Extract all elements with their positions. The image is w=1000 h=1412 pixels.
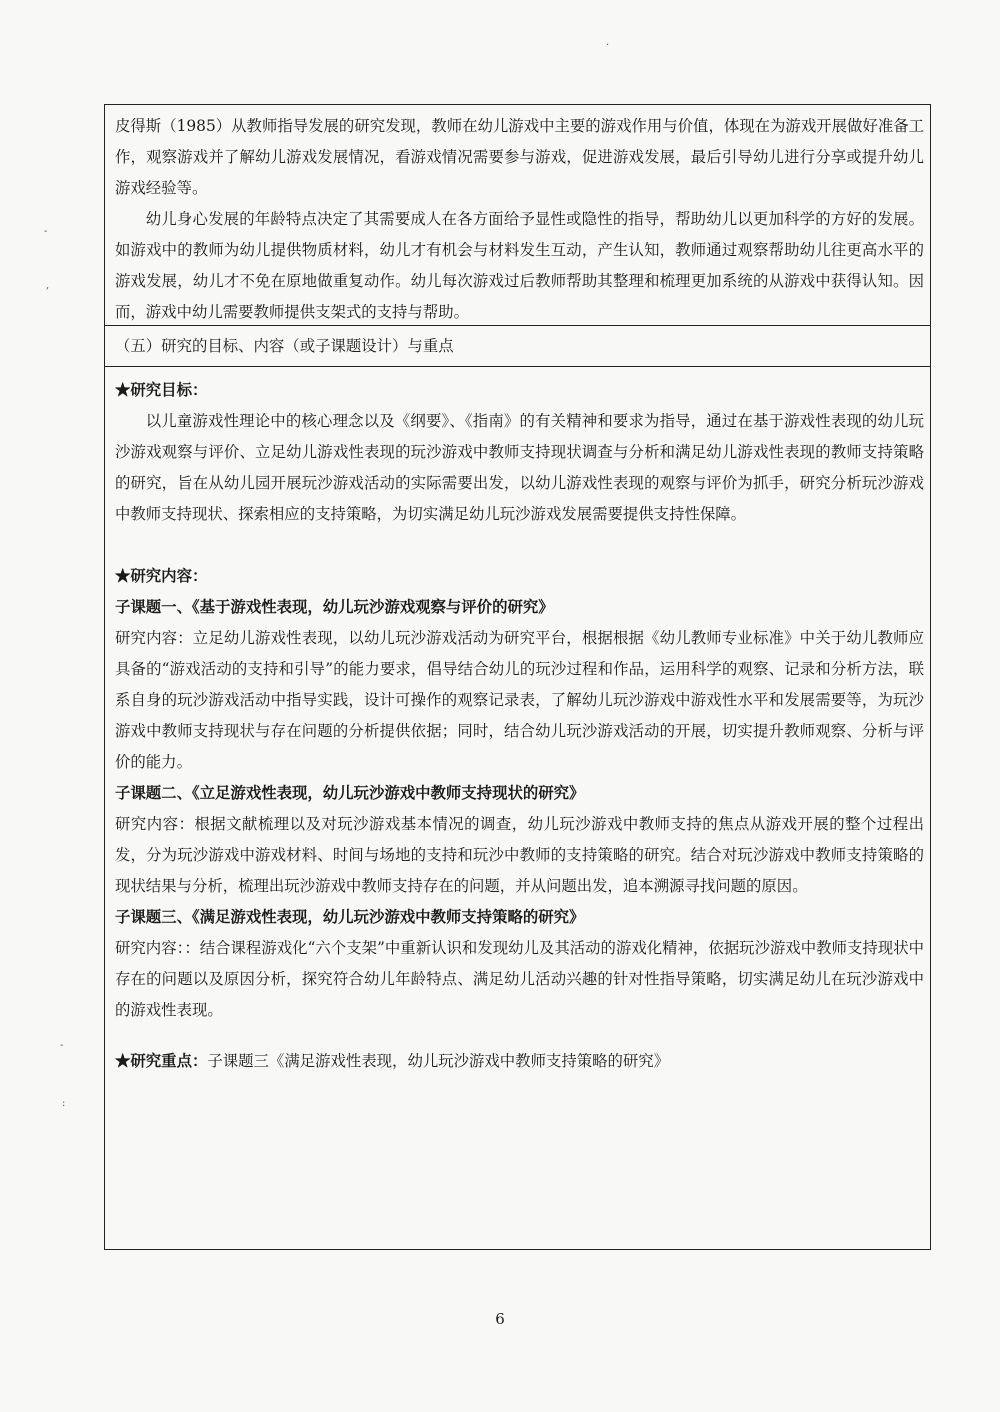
goals-content-section [105,367,930,1249]
subtopic-1-text: 研究内容：立足幼儿游戏性表现，以幼儿玩沙游戏活动为研究平台，根据根据《幼儿教师专业标准》中关于幼儿教师应具备的“游戏活动的支持和引导”的能力要求，倡导结合幼儿的玩沙过程和作品，运用科学的观察、记录和分析方法，联系自身的玩沙游戏活动中指导实践，设计可操作的观察记录表，了解幼儿玩沙游戏中游戏性水平和发展需要等，为玩沙游戏中教师支持现状与存在问题的分析提供依据；同时，结合幼儿玩沙游戏活动的开展，切实提升教师观察、分析与评价的能力。 [115,629,924,771]
background-section [105,105,930,326]
focus-text: 子课题三《满足游戏性表现，幼儿玩沙游戏中教师支持策略的研究》 [207,1052,670,1070]
paragraph-child-development: 幼儿身心发展的年龄特点决定了其需要成人在各方面给予显性或隐性的指导，帮助幼儿以更加科学的方好的发展。如游戏中的教师为幼儿提供物质材料，幼儿才有机会与材料发生互动，产生认知，教师通过观察帮助幼儿往更高水平的游戏发展，幼儿才不免在原地做重复动作。幼儿每次游戏过后教师帮助其整理和梳理更加系统的从游戏中获得认知。因而，游戏中幼儿需要教师提供支架式的支持与帮助。 [115,210,924,321]
scan-speck: : [62,1098,66,1109]
scan-speck: - [60,1040,64,1051]
scan-speck: - [44,226,48,237]
section-heading-row [105,326,930,367]
paragraph-peters: 皮得斯（1985）从教师指导发展的研究发现，教师在幼儿游戏中主要的游戏作用与价值，体现在为游戏开展做好准备工作，观察游戏并了解幼儿游戏发展情况，看游戏情况需要参与游戏，促进游戏发展，最后引导幼儿进行分享或提升幼儿游戏经验等。 [115,117,924,197]
research-focus [115,1046,924,1077]
scan-speck: , [46,280,50,291]
spacer [115,1026,924,1046]
subtopic-3-text: 研究内容：：结合课程游戏化“六个支架”中重新认识和发现幼儿及其活动的游戏化精神，依据玩沙游戏中教师支持现状中存在的问题以及原因分析，探究符合幼儿年龄特点、满足幼儿活动兴趣的针对性指导策略，切实满足幼儿在玩沙游戏中的游戏性表现。 [115,939,924,1019]
subtopic-3-title: 子课题三、《满足游戏性表现，幼儿玩沙游戏中教师支持策略的研究》 [115,908,585,926]
page-number: 6 [495,1310,505,1328]
content-title: ★研究内容： [115,567,208,585]
subtopic-2-title: 子课题二、《立足游戏性表现，幼儿玩沙游戏中教师支持现状的研究》 [115,784,585,802]
subtopic-2-text: 研究内容：根据文献梳理以及对玩沙游戏基本情况的调查，幼儿玩沙游戏中教师支持的焦点从游戏开展的整个过程出发，分为玩沙游戏中游戏材料、时间与场地的支持和玩沙中教师的支持策略的研究。结合对玩沙游戏中教师支持策略的现状结果与分析，梳理出玩沙游戏中教师支持存在的问题，并从问题出发，追本溯源寻找问题的原因。 [115,815,924,895]
subtopic-1-title: 子课题一、《基于游戏性表现，幼儿玩沙游戏观察与评价的研究》 [115,598,554,616]
spacer [115,530,924,561]
scan-speck: · [606,40,610,51]
goals-text: 以儿童游戏性理论中的核心理念以及《纲要》、《指南》的有关精神和要求为指导，通过在基于游戏性表现的幼儿玩沙游戏观察与评价、立足幼儿游戏性表现的玩沙游戏中教师支持现状调查与分析和满足幼儿游戏性表现的教师支持策略的研究，旨在从幼儿园开展玩沙游戏活动的实际需要出发，以幼儿游戏性表现的观察与评价为抓手，研究分析玩沙游戏中教师支持现状、探索相应的支持策略，为切实满足幼儿玩沙游戏发展需要提供支持性保障。 [115,412,924,523]
focus-label: ★研究重点： [115,1052,208,1070]
goals-title: ★研究目标： [115,381,208,399]
document-table [104,104,931,1250]
section-heading: （五）研究的目标、内容（或子课题设计）与重点 [115,337,454,355]
